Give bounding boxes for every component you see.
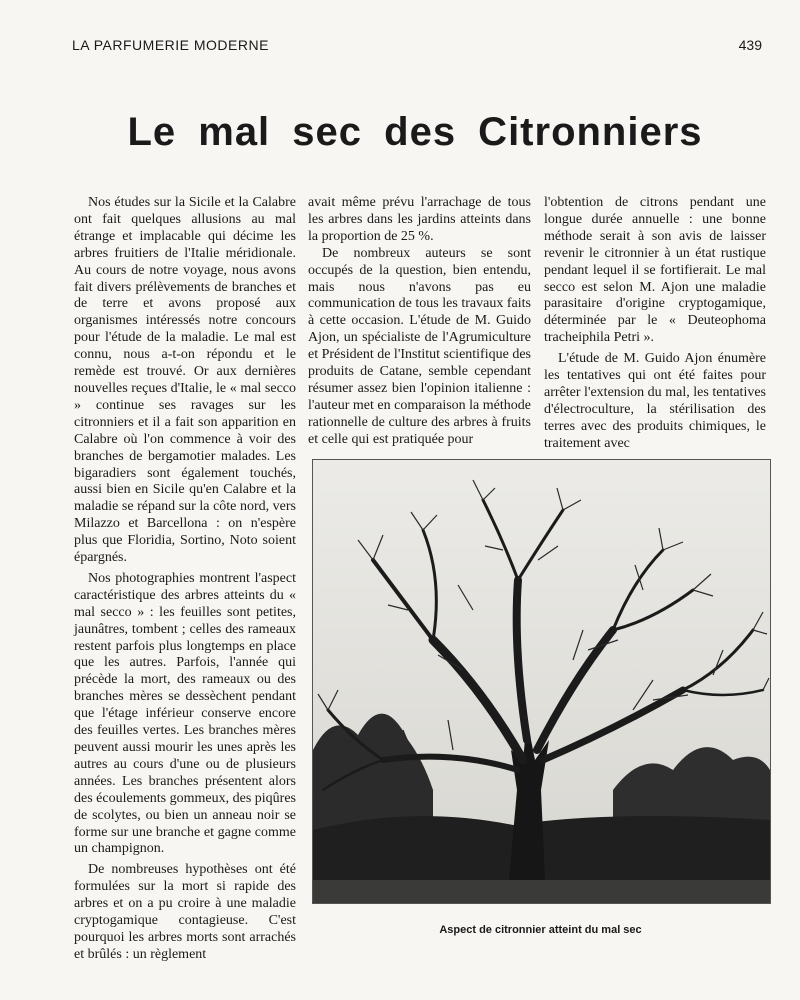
paragraph: L'étude de M. Guido Ajon énumère les tentatives qui ont été faites pour arrêter l'extension du mal, les tentatives d'électroculture, la stérilisation des terres avec des produits chimiques, le traitement avec — [544, 351, 766, 451]
text-column-2 — [308, 195, 531, 449]
text-column-3 — [544, 195, 766, 453]
paragraph: l'obtention de citrons pendant une longue durée annuelle : une bonne méthode serait à son avis de laisser revenir le citronnier à un état rustique pendant lequel il se fortifierait. Le mal secco est selon M. Ajon une maladie parasitaire d'origine cryptogamique, déterminée par le « Deuteophoma tracheiphila Petri ». — [544, 195, 766, 346]
diseased-lemon-tree-image — [313, 460, 770, 903]
text-column-1 — [74, 195, 296, 964]
running-head: LA PARFUMERIE MODERNE — [72, 37, 269, 53]
paragraph: avait même prévu l'arrachage de tous les arbres dans les jardins atteints dans la proportion de 25 %. — [308, 195, 531, 244]
paragraph: Nos photographies montrent l'aspect caractéristique des arbres atteints du « mal secco » : les feuilles sont petites, jaunâtres, tombent ; celles des rameaux restent parfois plus longtemps en place que les autres. Parfois, l'année qui précède la mort, des rameaux ou des branches mères se dessèchent pendant que l'étage inférieur conserve encore des feuilles vertes. Les branches mères peuvent aussi mourir les unes après les autres au cours d'une ou de plusieurs années. Les branches présentent alors des écoulements gommeux, des piqûres de scolytes, ou bien un anneau noir se forme sur une branche et gagne comme un champignon. — [74, 570, 297, 857]
paragraph: Nos études sur la Sicile et la Calabre ont fait quelques allusions au mal étrange et implacable qui décime les arbres fruitiers de l'Italie méridionale. Au cours de notre voyage, nous avons fait divers prélèvements de branches et de terre et avons proposé aux organismes intéressés notre concours pour l'étude de la maladie. Le mal est connu, nous a-t-on répondu et le remède est trouvé. Or aux dernières nouvelles reçues d'Italie, le « mal secco » continue ses ravages sur les citronniers et il a fait son apparition en Calabre où l'on commence à voir des branches de bergamotier malades. Les bigaradiers sont également touchés, aussi bien en Sicile qu'en Calabre et la maladie se répand sur la côte nord, vers Milazzo et Barcellona : on n'espère plus que Floridia, Sortino, Noto soient épargnés. — [74, 195, 296, 566]
figure-caption: Aspect de citronnier atteint du mal sec — [439, 924, 642, 936]
tree-photograph — [312, 459, 771, 904]
page-number: 439 — [738, 37, 762, 53]
paragraph: De nombreuses hypothèses ont été formulées sur la mort si rapide des arbres et on a pu croire à une maladie cryptogamique contagieuse. C'est pourquoi les arbres morts sont arrachés et brûlés : un règlement — [74, 862, 296, 962]
paragraph: De nombreux auteurs se sont occupés de la question, bien entendu, mais nous n'avons pas eu communication de tous les travaux faits à cette occasion. L'étude de M. Guido Ajon, un spécialiste de l'Agrumiculture et Président de l'Institut scientifique des produits de Catane, semble cependant résumer assez bien l'opinion italienne : l'auteur met en comparaison la méthode rationnelle de culture des arbres à fruits et celle qui est pratiquée pour — [308, 245, 531, 447]
article-title: Le mal sec des Citronniers — [127, 110, 703, 154]
